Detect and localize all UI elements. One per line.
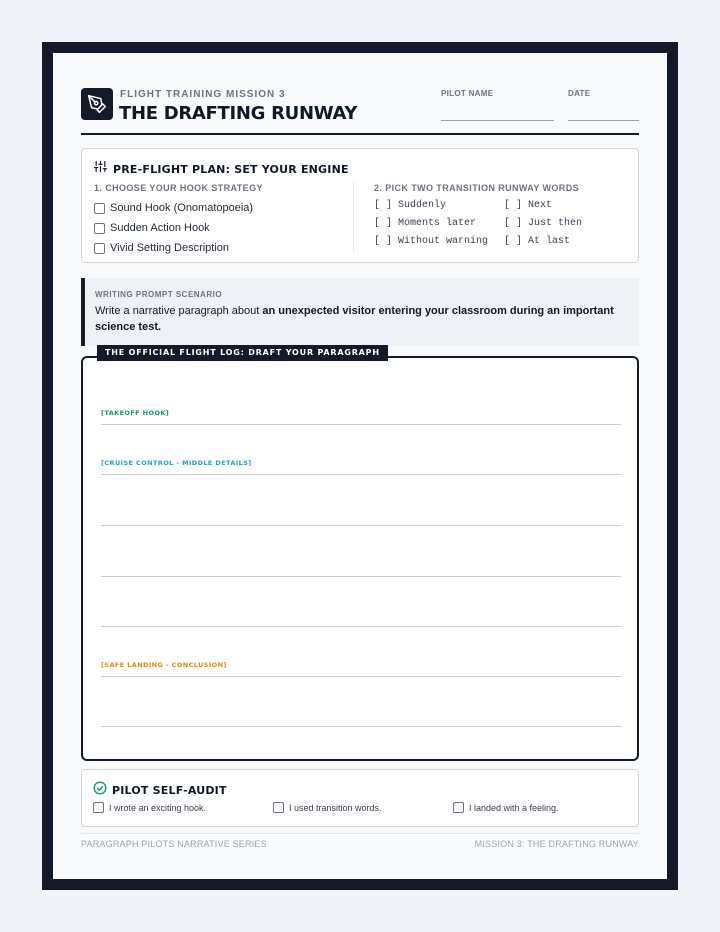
writing-line[interactable] <box>101 474 621 475</box>
hook-option[interactable]: Sound Hook (Onomatopoeia) <box>94 198 253 218</box>
page-title: THE DRAFTING RUNWAY <box>119 103 358 124</box>
flight-log-box[interactable] <box>81 356 639 761</box>
audit-title: PILOT SELF-AUDIT <box>112 784 227 797</box>
mission-kicker: FLIGHT TRAINING MISSION 3 <box>120 89 286 100</box>
checkbox[interactable] <box>94 223 105 234</box>
date-field[interactable] <box>568 120 639 121</box>
audit-item-hook[interactable]: I wrote an exciting hook. <box>93 802 206 813</box>
checkbox[interactable] <box>94 203 105 214</box>
transition-option[interactable]: [ ] Moments later <box>374 218 477 229</box>
check-circle-icon <box>93 781 107 800</box>
footer-series: PARAGRAPH PILOTS NARRATIVE SERIES <box>81 839 267 849</box>
preflight-panel <box>81 148 639 263</box>
checkbox[interactable] <box>273 802 284 813</box>
audit-item-feeling[interactable]: I landed with a feeling. <box>453 802 559 813</box>
hook-strategy-label: 1. CHOOSE YOUR HOOK STRATEGY <box>94 183 263 193</box>
hook-option[interactable]: Sudden Action Hook <box>94 218 253 238</box>
scenario-label: WRITING PROMPT SCENARIO <box>95 290 223 299</box>
takeoff-hook-label: [TAKEOFF HOOK] <box>101 409 170 417</box>
transition-option[interactable]: [ ] Suddenly <box>374 200 447 211</box>
transition-option[interactable]: [ ] Without warning <box>374 236 489 247</box>
audit-item-transitions[interactable]: I used transition words. <box>273 802 382 813</box>
writing-line[interactable] <box>101 576 621 577</box>
transition-option[interactable]: [ ] Just then <box>504 218 583 229</box>
column-divider <box>353 182 354 252</box>
pilot-name-label: PILOT NAME <box>441 89 494 98</box>
writing-line[interactable] <box>101 676 621 677</box>
transition-option[interactable]: [ ] At last <box>504 236 571 247</box>
header-divider <box>81 133 639 135</box>
safe-landing-label: [SAFE LANDING - CONCLUSION] <box>101 661 227 669</box>
worksheet-page <box>53 53 667 879</box>
footer-divider <box>81 833 639 834</box>
preflight-title: PRE-FLIGHT PLAN: SET YOUR ENGINE <box>113 162 349 176</box>
writing-line[interactable] <box>101 626 621 627</box>
transition-word-options <box>374 197 604 251</box>
transition-option[interactable]: [ ] Next <box>504 200 553 211</box>
scenario-text: Write a narrative paragraph about an unexpected visitor entering your classroom during an important science test. <box>95 305 614 333</box>
writing-prompt-scenario <box>81 278 639 346</box>
footer-mission: MISSION 3: THE DRAFTING RUNWAY <box>474 839 639 849</box>
writing-line[interactable] <box>101 525 621 526</box>
transition-words-label: 2. PICK TWO TRANSITION RUNWAY WORDS <box>374 183 580 193</box>
checkbox[interactable] <box>453 802 464 813</box>
hook-option[interactable]: Vivid Setting Description <box>94 238 253 258</box>
hook-options <box>94 198 253 258</box>
pilot-name-field[interactable] <box>441 120 554 121</box>
preflight-header <box>94 160 349 178</box>
checkbox[interactable] <box>94 243 105 254</box>
page-frame <box>42 42 678 890</box>
writing-line[interactable] <box>101 424 621 425</box>
flight-log-tab: THE OFFICIAL FLIGHT LOG: DRAFT YOUR PARAGRAPH <box>97 345 388 361</box>
cruise-control-label: [CRUISE CONTROL - MIDDLE DETAILS] <box>101 459 252 467</box>
sliders-icon <box>94 160 107 178</box>
date-label: DATE <box>568 89 591 98</box>
checkbox[interactable] <box>93 802 104 813</box>
audit-header <box>93 781 227 800</box>
writing-line[interactable] <box>101 726 621 727</box>
self-audit-panel <box>81 769 639 827</box>
pen-nib-logo-icon <box>81 88 113 120</box>
